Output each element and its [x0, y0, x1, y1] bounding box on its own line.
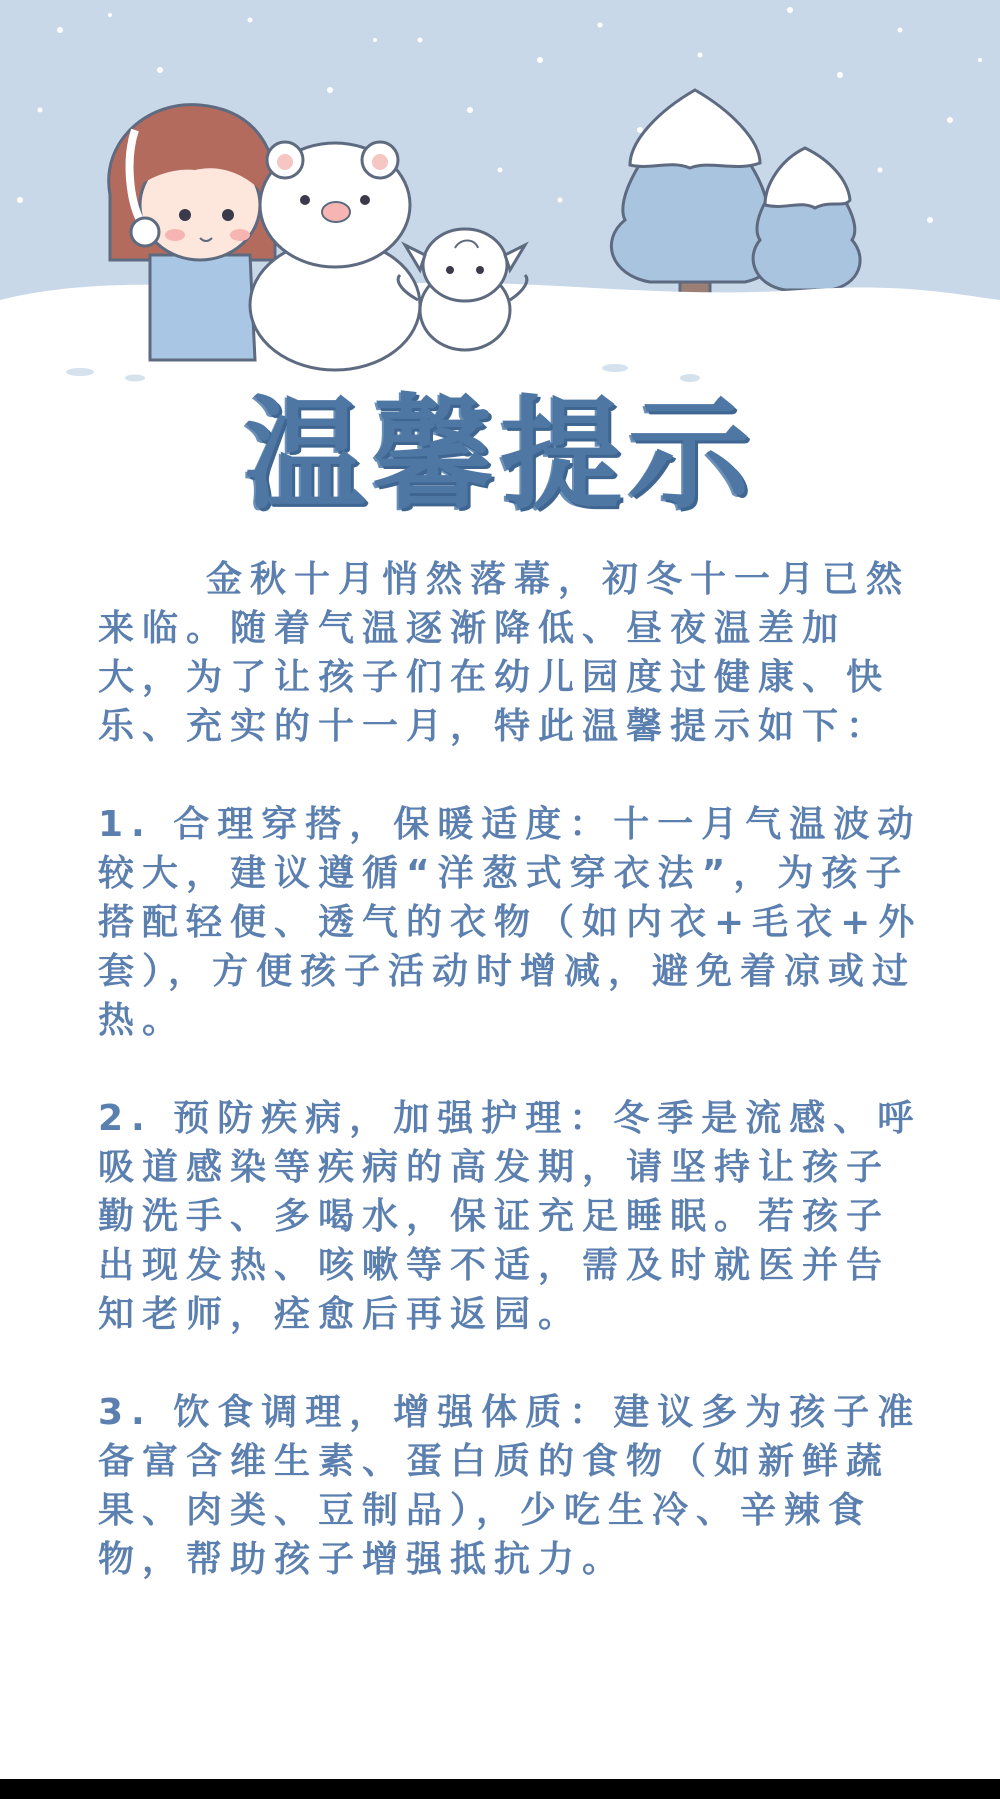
- page-title: 温馨提示: [244, 384, 756, 526]
- tip-paragraph-1: 1. 合理穿搭，保暖适度：十一月气温波动较大，建议遵循“洋葱式穿衣法”，为孩子搭配轻便、透气的衣物（如内衣+毛衣+外套），方便孩子活动时增减，避免着凉或过热。: [98, 804, 923, 1041]
- notice-body: [98, 555, 933, 1584]
- intro-paragraph: 金秋十月悄然落幕，初冬十一月已然来临。随着气温逐渐降低、昼夜温差加大，为了让孩子们在幼儿园度过健康、快乐、充实的十一月，特此温馨提示如下：: [98, 559, 911, 747]
- tip-paragraph-3: 3. 饮食调理，增强体质：建议多为孩子准备富含维生素、蛋白质的食物（如新鲜蔬果、肉类、豆制品），少吃生冷、辛辣食物，帮助孩子增强抵抗力。: [98, 1392, 922, 1580]
- spacer: [98, 751, 933, 800]
- tip-paragraph-2: 2. 预防疾病，加强护理：冬季是流感、呼吸道感染等疾病的高发期，请坚持让孩子勤洗手、多喝水，保证充足睡眠。若孩子出现发热、咳嗽等不适，需及时就医并告知老师，痊愈后再返园。: [98, 1098, 922, 1335]
- spacer: [98, 1339, 933, 1388]
- spacer: [98, 1045, 933, 1094]
- bottom-bar: [0, 1779, 1000, 1799]
- winter-scene: [0, 0, 1000, 400]
